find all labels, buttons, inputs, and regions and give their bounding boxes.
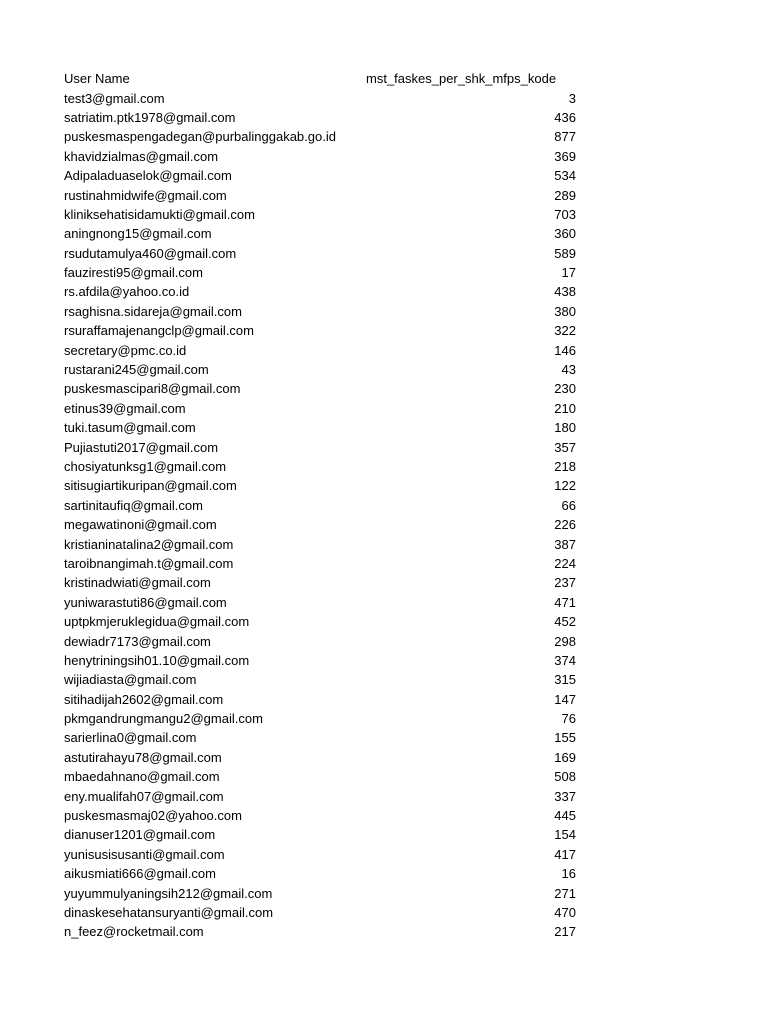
table-row	[64, 845, 576, 864]
table-row	[64, 360, 576, 379]
table-header-row	[64, 69, 576, 88]
faskes-code-cell: 298	[554, 633, 576, 649]
faskes-code-cell: 417	[554, 846, 576, 862]
faskes-code-cell: 217	[554, 924, 576, 940]
table-row	[64, 321, 576, 340]
user-name-cell: puskesmascipari8@gmail.com	[64, 381, 241, 397]
user-name-cell: sartinitaufiq@gmail.com	[64, 497, 203, 513]
table-row	[64, 418, 576, 437]
faskes-code-cell: 3	[568, 90, 576, 106]
faskes-code-cell: 16	[561, 866, 576, 882]
table-row	[64, 709, 576, 728]
user-name-cell: aikusmiati666@gmail.com	[64, 866, 216, 882]
faskes-code-cell: 230	[554, 381, 576, 397]
table-row	[64, 282, 576, 301]
table-row	[64, 263, 576, 282]
faskes-code-cell: 438	[554, 284, 576, 300]
faskes-code-cell: 369	[554, 148, 576, 164]
user-name-cell: uptpkmjeruklegidua@gmail.com	[64, 614, 250, 630]
user-name-cell: rustarani245@gmail.com	[64, 362, 209, 378]
user-name-cell: Adipaladuaselok@gmail.com	[64, 168, 232, 184]
user-name-cell: aningnong15@gmail.com	[64, 226, 212, 242]
faskes-code-cell: 703	[554, 206, 576, 222]
user-name-cell: dewiadr7173@gmail.com	[64, 633, 211, 649]
table-row	[64, 806, 576, 825]
user-name-cell: taroibnangimah.t@gmail.com	[64, 555, 234, 571]
user-name-cell: megawatinoni@gmail.com	[64, 517, 217, 533]
faskes-code-cell: 122	[554, 478, 576, 494]
faskes-code-cell: 226	[554, 517, 576, 533]
table-row	[64, 224, 576, 243]
table-row	[64, 670, 576, 689]
table-row	[64, 399, 576, 418]
faskes-code-cell: 589	[554, 245, 576, 261]
faskes-code-cell: 471	[554, 594, 576, 610]
user-name-cell: sitihadijah2602@gmail.com	[64, 691, 224, 707]
user-table	[64, 69, 576, 942]
table-row	[64, 515, 576, 534]
table-row	[64, 302, 576, 321]
faskes-code-cell: 452	[554, 614, 576, 630]
faskes-code-cell: 147	[554, 691, 576, 707]
table-row	[64, 554, 576, 573]
user-name-cell: etinus39@gmail.com	[64, 400, 186, 416]
faskes-code-cell: 445	[554, 808, 576, 824]
user-name-cell: yuniwarastuti86@gmail.com	[64, 594, 227, 610]
user-name-cell: rustinahmidwife@gmail.com	[64, 187, 227, 203]
table-row	[64, 205, 576, 224]
user-name-cell: dinaskesehatansuryanti@gmail.com	[64, 904, 274, 920]
table-row	[64, 476, 576, 495]
table-row	[64, 127, 576, 146]
table-row	[64, 593, 576, 612]
faskes-code-cell: 322	[554, 323, 576, 339]
faskes-code-cell: 337	[554, 788, 576, 804]
user-name-cell: dianuser1201@gmail.com	[64, 827, 216, 843]
table-row	[64, 767, 576, 786]
table-row	[64, 728, 576, 747]
user-name-cell: yuyummulyaningsih212@gmail.com	[64, 885, 273, 901]
table-row	[64, 147, 576, 166]
faskes-code-cell: 146	[554, 342, 576, 358]
faskes-code-cell: 380	[554, 303, 576, 319]
user-name-cell: tuki.tasum@gmail.com	[64, 420, 196, 436]
user-name-cell: n_feez@rocketmail.com	[64, 924, 204, 940]
faskes-code-cell: 877	[554, 129, 576, 145]
faskes-code-cell: 315	[554, 672, 576, 688]
user-name-cell: kristinadwiati@gmail.com	[64, 575, 211, 591]
faskes-code-cell: 76	[561, 711, 576, 727]
table-row	[64, 534, 576, 553]
faskes-code-cell: 271	[554, 885, 576, 901]
user-name-cell: kliniksehatisidamukti@gmail.com	[64, 206, 255, 222]
faskes-code-cell: 508	[554, 769, 576, 785]
user-name-cell: wijiadiasta@gmail.com	[64, 672, 197, 688]
faskes-code-cell: 436	[554, 109, 576, 125]
faskes-code-cell: 360	[554, 226, 576, 242]
table-row	[64, 922, 576, 941]
user-name-cell: pkmgandrungmangu2@gmail.com	[64, 711, 263, 727]
faskes-code-cell: 210	[554, 400, 576, 416]
table-row	[64, 786, 576, 805]
table-row	[64, 108, 576, 127]
user-name-cell: rsuraffamajenangclp@gmail.com	[64, 323, 254, 339]
user-name-cell: test3@gmail.com	[64, 90, 165, 106]
faskes-code-cell: 218	[554, 459, 576, 474]
faskes-code-cell: 224	[554, 555, 576, 571]
faskes-code-cell: 470	[554, 904, 576, 920]
faskes-code-cell: 289	[554, 187, 576, 203]
table-row	[64, 612, 576, 631]
table-row	[64, 883, 576, 902]
table-row	[64, 903, 576, 922]
faskes-code-cell: 66	[561, 497, 576, 513]
faskes-code-cell: 357	[554, 439, 576, 455]
user-name-cell: sitisugiartikuripan@gmail.com	[64, 478, 237, 494]
faskes-code-cell: 387	[554, 536, 576, 552]
user-name-cell: mbaedahnano@gmail.com	[64, 769, 220, 785]
table-row	[64, 864, 576, 883]
user-name-cell: puskesmaspengadegan@purbalinggakab.go.id	[64, 129, 336, 145]
table-row	[64, 825, 576, 844]
table-row	[64, 651, 576, 670]
user-name-cell: astutirahayu78@gmail.com	[64, 749, 222, 765]
faskes-code-cell: 17	[561, 265, 576, 281]
user-name-cell: rsudutamulya460@gmail.com	[64, 245, 237, 261]
user-name-cell: yunisusisusanti@gmail.com	[64, 846, 225, 862]
header-user-name: User Name	[64, 71, 130, 87]
faskes-code-cell: 154	[554, 827, 576, 843]
faskes-code-cell: 237	[554, 575, 576, 591]
table-row	[64, 748, 576, 767]
user-name-cell: khavidzialmas@gmail.com	[64, 148, 219, 164]
user-name-cell: satriatim.ptk1978@gmail.com	[64, 109, 236, 125]
table-row	[64, 457, 576, 476]
user-name-cell: rs.afdila@yahoo.co.id	[64, 284, 190, 300]
table-row	[64, 185, 576, 204]
faskes-code-cell: 155	[554, 730, 576, 746]
table-row	[64, 690, 576, 709]
user-name-cell: kristianinatalina2@gmail.com	[64, 536, 234, 552]
faskes-code-cell: 43	[561, 362, 576, 378]
table-row	[64, 244, 576, 263]
user-name-cell: puskesmasmaj02@yahoo.com	[64, 808, 242, 824]
user-name-cell: sarierlina0@gmail.com	[64, 730, 197, 746]
table-row	[64, 496, 576, 515]
table-row	[64, 88, 576, 107]
user-name-cell: secretary@pmc.co.id	[64, 342, 187, 358]
user-name-cell: rsaghisna.sidareja@gmail.com	[64, 303, 242, 319]
user-name-cell: chosiyatunksg1@gmail.com	[64, 459, 227, 474]
user-name-cell: henytriningsih01.10@gmail.com	[64, 652, 250, 668]
user-name-cell: Pujiastuti2017@gmail.com	[64, 439, 219, 455]
faskes-code-cell: 180	[554, 420, 576, 436]
user-name-cell: eny.mualifah07@gmail.com	[64, 788, 224, 804]
table-row	[64, 379, 576, 398]
table-row	[64, 166, 576, 185]
table-row	[64, 573, 576, 592]
table-row	[64, 437, 576, 456]
faskes-code-cell: 534	[554, 168, 576, 184]
table-body	[64, 88, 576, 941]
header-faskes-code: mst_faskes_per_shk_mfps_kode	[366, 71, 557, 87]
user-name-cell: fauziresti95@gmail.com	[64, 265, 203, 281]
table-row	[64, 340, 576, 359]
faskes-code-cell: 374	[554, 652, 576, 668]
faskes-code-cell: 169	[554, 749, 576, 765]
table-row	[64, 631, 576, 650]
